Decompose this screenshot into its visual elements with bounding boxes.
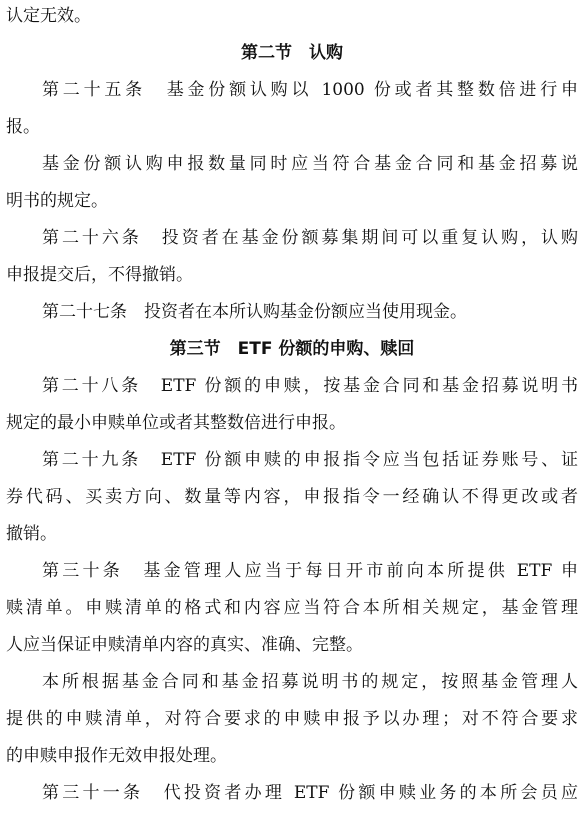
article-28-line-2: 规定的最小申赎单位或者其整数倍进行申报。 [6,413,346,433]
article-25-line-2: 报。 [6,117,40,137]
article-30-line-1: 第三十条 基金管理人应当于每日开市前向本所提供 ETF 申 [42,561,578,581]
paragraph-line: 明书的规定。 [6,191,108,211]
section-heading-etf: 第三节 ETF 份额的申购、赎回 [169,339,415,359]
article-29-line-2: 券代码、买卖方向、数量等内容，申报指令一经确认不得更改或者 [6,487,578,507]
article-25-line-1: 第二十五条 基金份额认购以 1000 份或者其整数倍进行申 [42,80,578,100]
paragraph-line: 本所根据基金合同和基金招募说明书的规定，按照基金管理人 [42,672,578,692]
article-27-line: 第二十七条 投资者在本所认购基金份额应当使用现金。 [42,302,467,322]
paragraph-line: 的申赎申报作无效申报处理。 [6,746,227,766]
article-29-line-3: 撤销。 [6,524,57,544]
paragraph-line: 基金份额认购申报数量同时应当符合基金合同和基金招募说 [42,154,578,174]
article-29-line-1: 第二十九条 ETF 份额申赎的申报指令应当包括证券账号、证 [42,450,578,470]
article-31-line-1: 第三十一条 代投资者办理 ETF 份额申赎业务的本所会员应 [42,783,578,803]
text-line: 认定无效。 [6,6,91,26]
article-26-line-1: 第二十六条 投资者在基金份额募集期间可以重复认购，认购 [42,228,578,248]
article-30-line-2: 赎清单。申赎清单的格式和内容应当符合本所相关规定，基金管理 [6,598,578,618]
article-28-line-1: 第二十八条 ETF 份额的申赎，按基金合同和基金招募说明书 [42,376,578,396]
paragraph-line: 提供的申赎清单，对符合要求的申赎申报予以办理；对不符合要求 [6,709,578,729]
article-30-line-3: 人应当保证申赎清单内容的真实、准确、完整。 [6,635,363,655]
article-26-line-2: 申报提交后，不得撤销。 [6,265,193,285]
section-heading-subscription: 第二节 认购 [241,43,343,63]
